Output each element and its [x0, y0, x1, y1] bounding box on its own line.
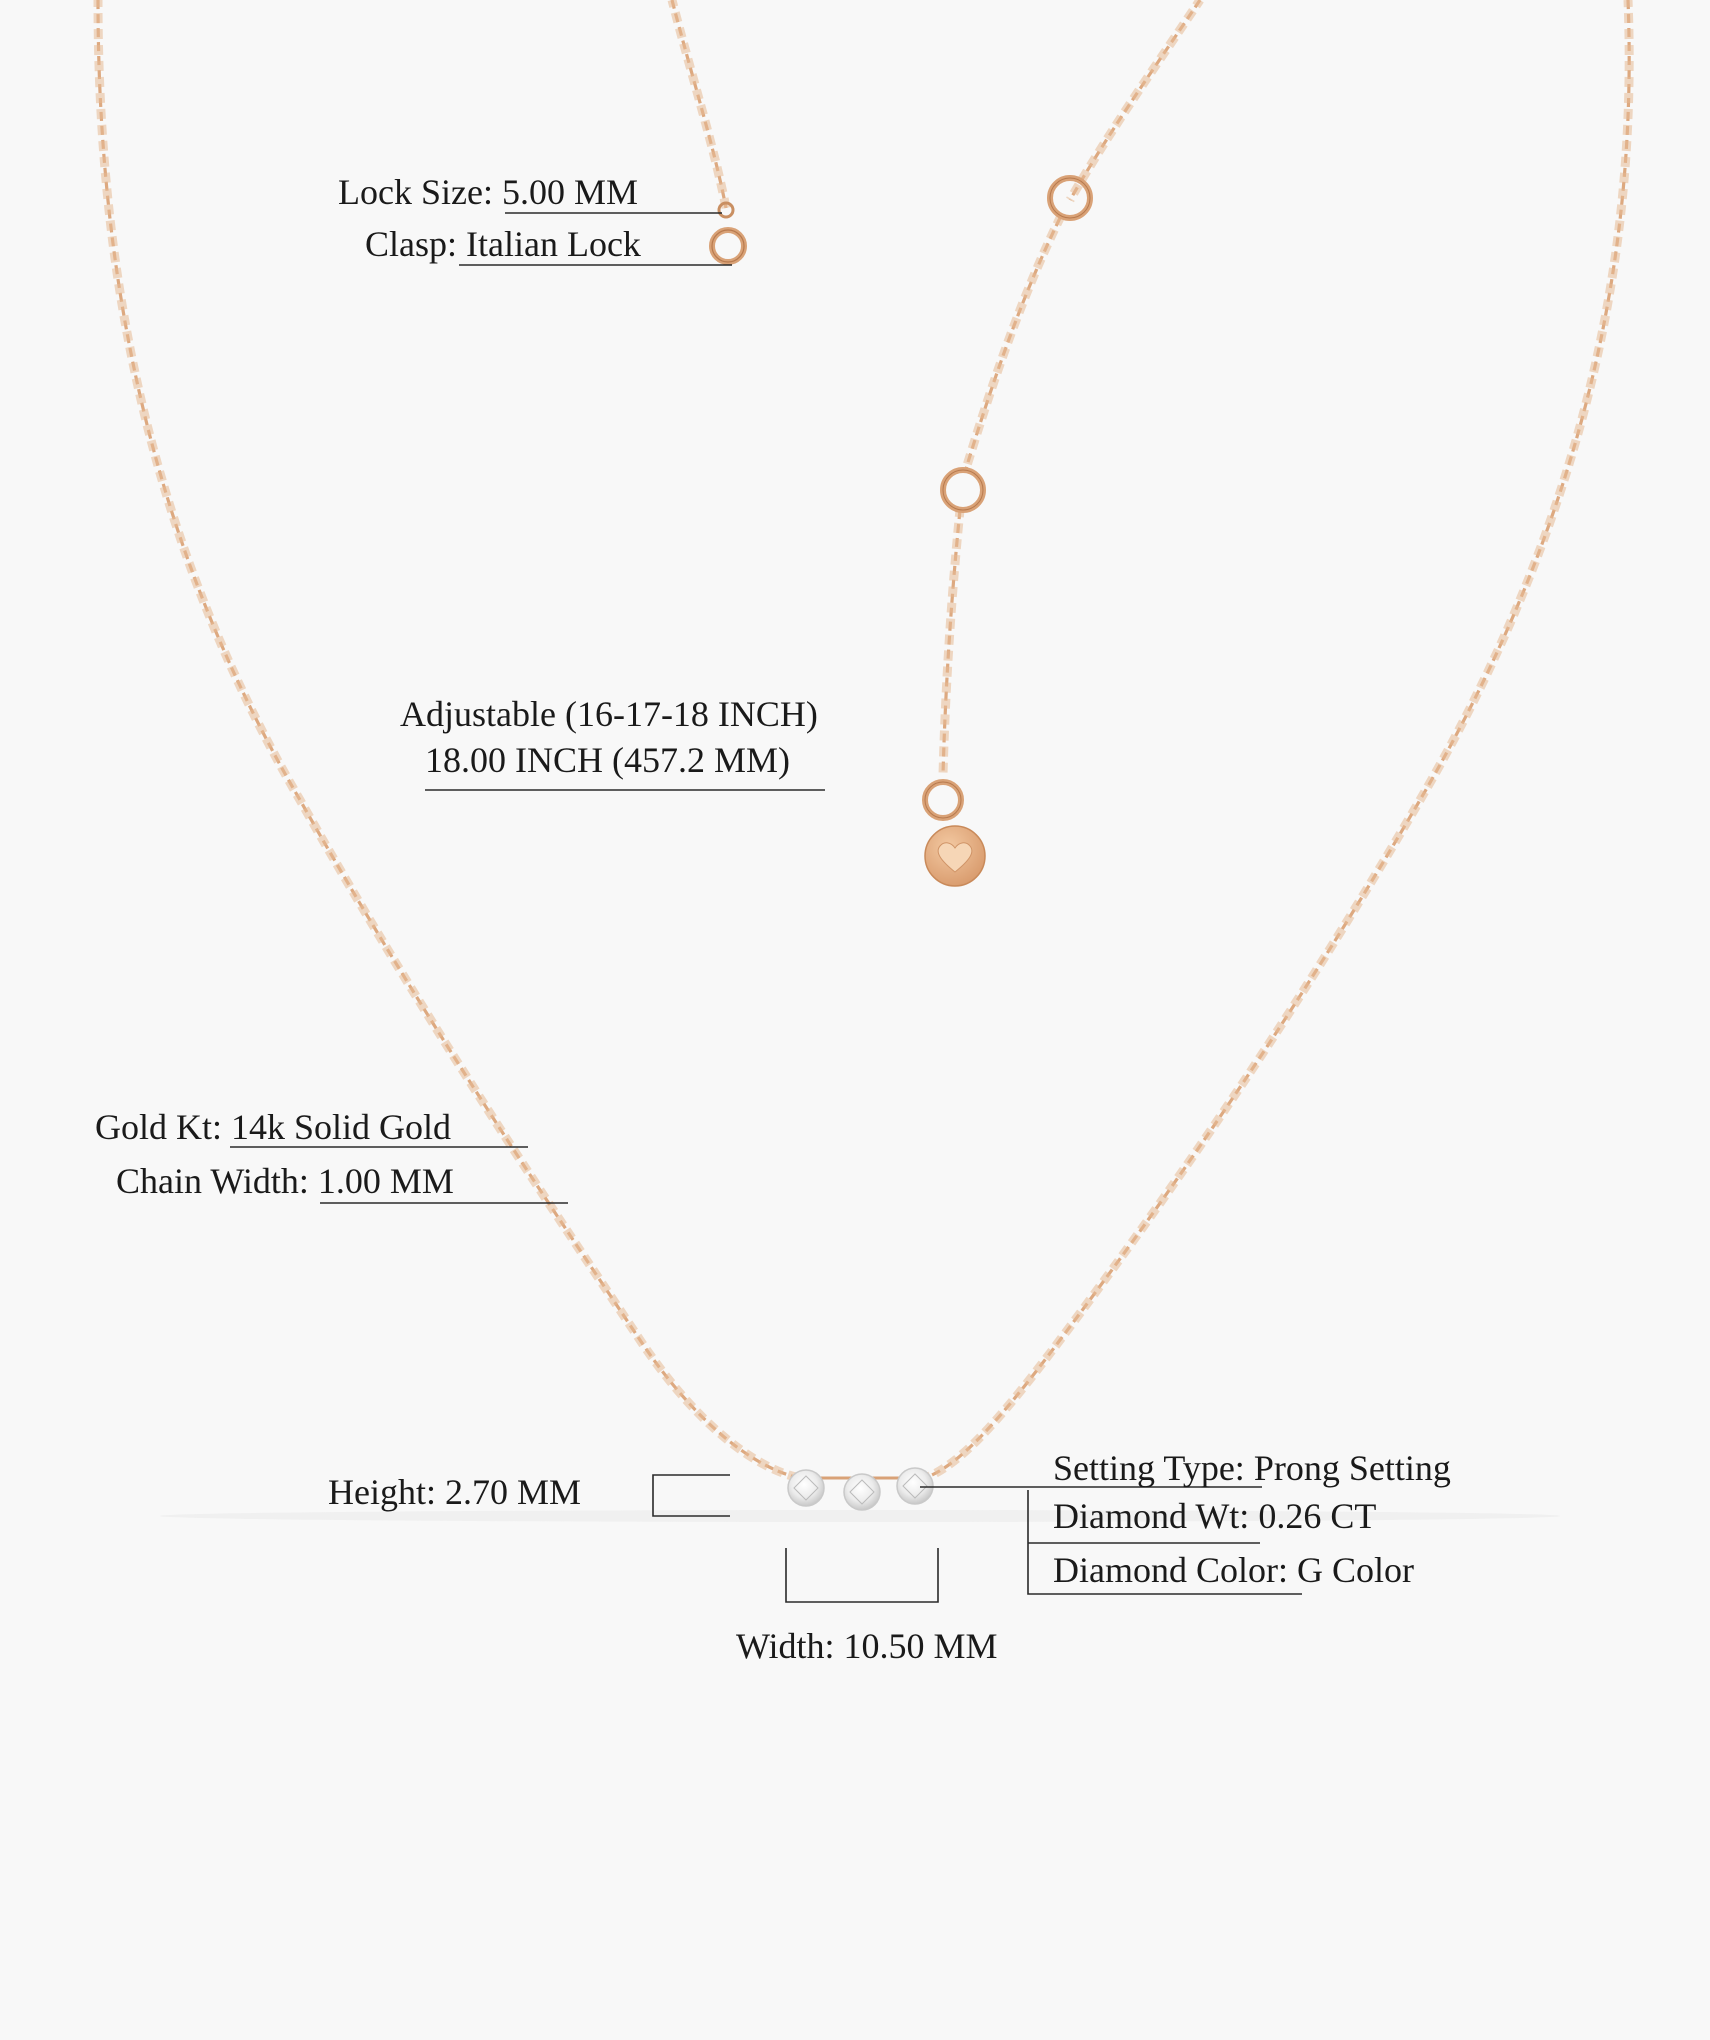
- width-bracket: [786, 1548, 938, 1602]
- jump-ring-icon: [943, 470, 983, 510]
- height-bracket: [653, 1475, 730, 1516]
- chain-width-label: [116, 1159, 454, 1203]
- lock-size-value: 5.00 MM: [501, 172, 638, 212]
- setting-type-value: Prong Setting: [1253, 1448, 1451, 1488]
- setting-type-label: [1053, 1446, 1451, 1490]
- chain-right-strand: [925, 0, 1629, 1478]
- setting-type-key: Setting Type:: [1053, 1448, 1245, 1488]
- diamond-color-value: G Color: [1296, 1550, 1414, 1590]
- chain-width-value: 1.00 MM: [317, 1161, 454, 1201]
- clasp-key: Clasp:: [365, 224, 458, 264]
- lock-size-key: Lock Size:: [338, 172, 493, 212]
- gold-kt-value: 14k Solid Gold: [231, 1107, 452, 1147]
- diamond-icon: [844, 1474, 880, 1510]
- length-label: 18.00 INCH (457.2 MM): [425, 740, 790, 780]
- diamond-color-label: [1053, 1548, 1414, 1592]
- chain-width-key: Chain Width:: [116, 1161, 309, 1201]
- diamond-wt-key: Diamond Wt:: [1053, 1496, 1250, 1536]
- gold-kt-key: Gold Kt:: [95, 1107, 223, 1147]
- callout-lines: [230, 213, 1302, 1602]
- diamond-wt-label: [1053, 1494, 1376, 1538]
- height-label: Height: 2.70 MM: [328, 1472, 582, 1512]
- width-label: Width: 10.50 MM: [736, 1626, 998, 1666]
- clasp-value: Italian Lock: [466, 224, 641, 264]
- diamond-color-key: Diamond Color:: [1053, 1550, 1288, 1590]
- diamond-icon: [897, 1468, 933, 1504]
- gold-kt-label: [95, 1105, 451, 1149]
- jump-ring-icon: [925, 782, 961, 818]
- diamond-wt-value: 0.26 CT: [1258, 1496, 1377, 1536]
- adjustable-label: Adjustable (16-17-18 INCH): [400, 694, 818, 734]
- clasp-label: [365, 222, 641, 266]
- jump-ring-icon: [1050, 178, 1090, 218]
- diamond-icon: [788, 1470, 824, 1506]
- heart-tag-icon: [925, 826, 985, 886]
- lock-size-label: [338, 170, 638, 214]
